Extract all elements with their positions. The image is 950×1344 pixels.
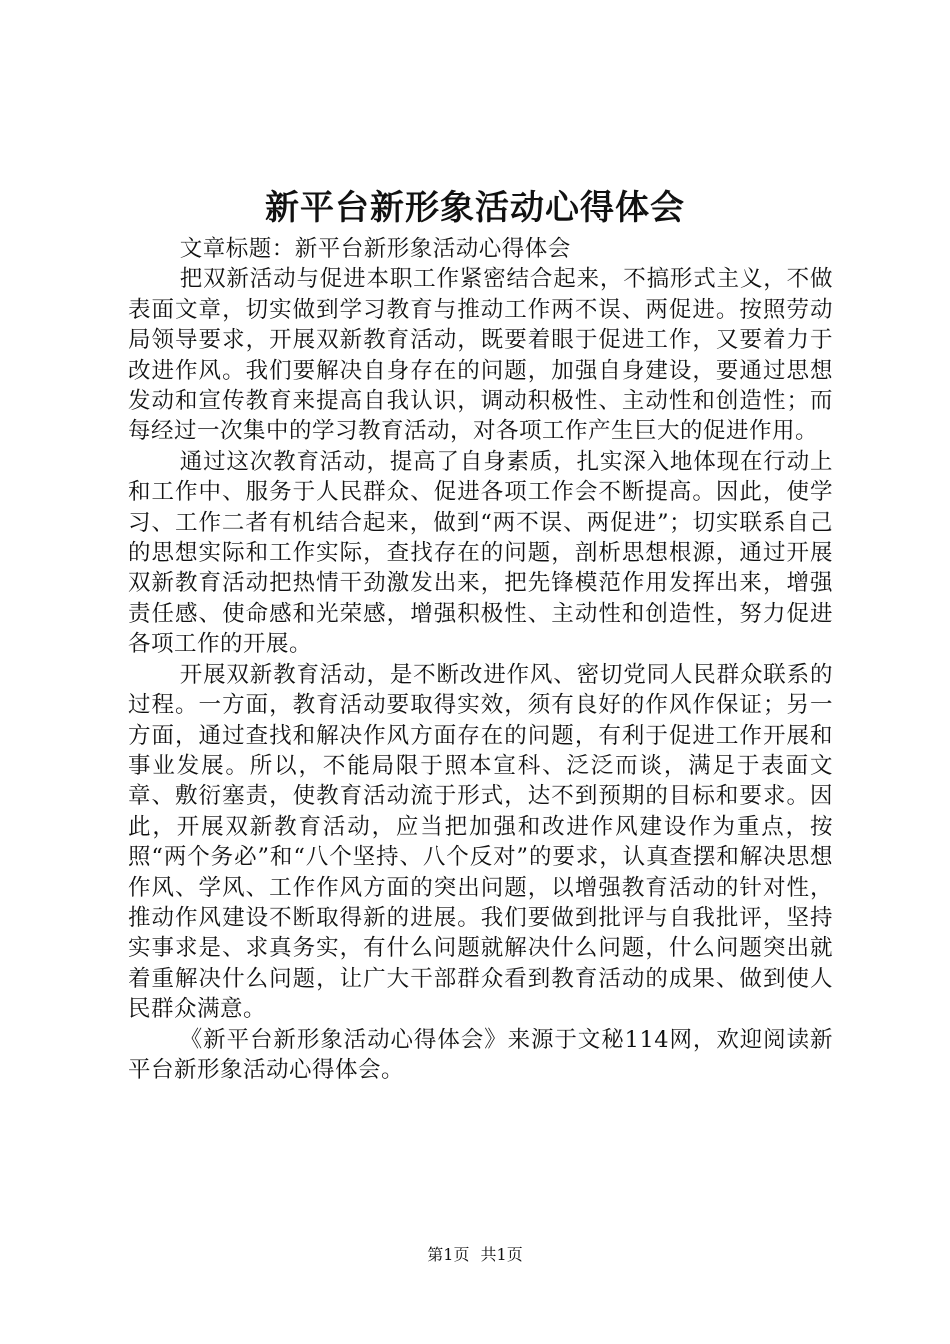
page-total: 共1页 (480, 1245, 523, 1264)
source-note: 《新平台新形象活动心得体会》来源于文秘114网，欢迎阅读新平台新形象活动心得体会。 (128, 1026, 833, 1083)
paragraph-2: 通过这次教育活动，提高了自身素质，扎实深入地体现在行动上和工作中、服务于人民群众、促进各项工作会不断提高。因此，使学习、工作二者有机结合起来，做到“两不误、两促进”；切实联系自己的思想实际和工作实际，查找存在的问题，剖析思想根源，通过开展双新教育活动把热情干劲激发出来，把先锋模范作用发挥出来，增强责任感、使命感和光荣感，增强积极性、主动性和创造性，努力促进各项工作的开展。 (128, 448, 833, 658)
article-title-line: 文章标题：新平台新形象活动心得体会 (179, 236, 571, 262)
page-number: 第1页 (427, 1245, 470, 1264)
document-body (128, 234, 833, 1085)
paragraph-3: 开展双新教育活动，是不断改进作风、密切党同人民群众联系的过程。一方面，教育活动要取得实效，须有良好的作风作保证；另一方面，通过查找和解决作风方面存在的问题，有利于促进工作开展和事业发展。所以，不能局限于照本宣科、泛泛而谈，满足于表面文章、敷衍塞责，使教育活动流于形式，达不到预期的目标和要求。因此，开展双新教育活动，应当把加强和改进作风建设作为重点，按照“两个务必”和“八个坚持、八个反对”的要求，认真查摆和解决思想作风、学风、工作作风方面的突出问题，以增强教育活动的针对性，推动作风建设不断取得新的进展。我们要做到批评与自我批评，坚持实事求是、求真务实，有什么问题就解决什么问题，什么问题突出就着重解决什么问题，让广大干部群众看到教育活动的成果、做到使人民群众满意。 (128, 661, 833, 1023)
page-footer (0, 1244, 950, 1266)
document-title: 新平台新形象活动心得体会 (265, 188, 685, 228)
paragraph-1: 把双新活动与促进本职工作紧密结合起来，不搞形式主义，不做表面文章，切实做到学习教育与推动工作两不误、两促进。按照劳动局领导要求，开展双新教育活动，既要着眼于促进工作，又要着力于改进作风。我们要解决自身存在的问题，加强自身建设，要通过思想发动和宣传教育来提高自我认识，调动积极性、主动性和创造性；而每经过一次集中的学习教育活动，对各项工作产生巨大的促进作用。 (128, 266, 833, 445)
